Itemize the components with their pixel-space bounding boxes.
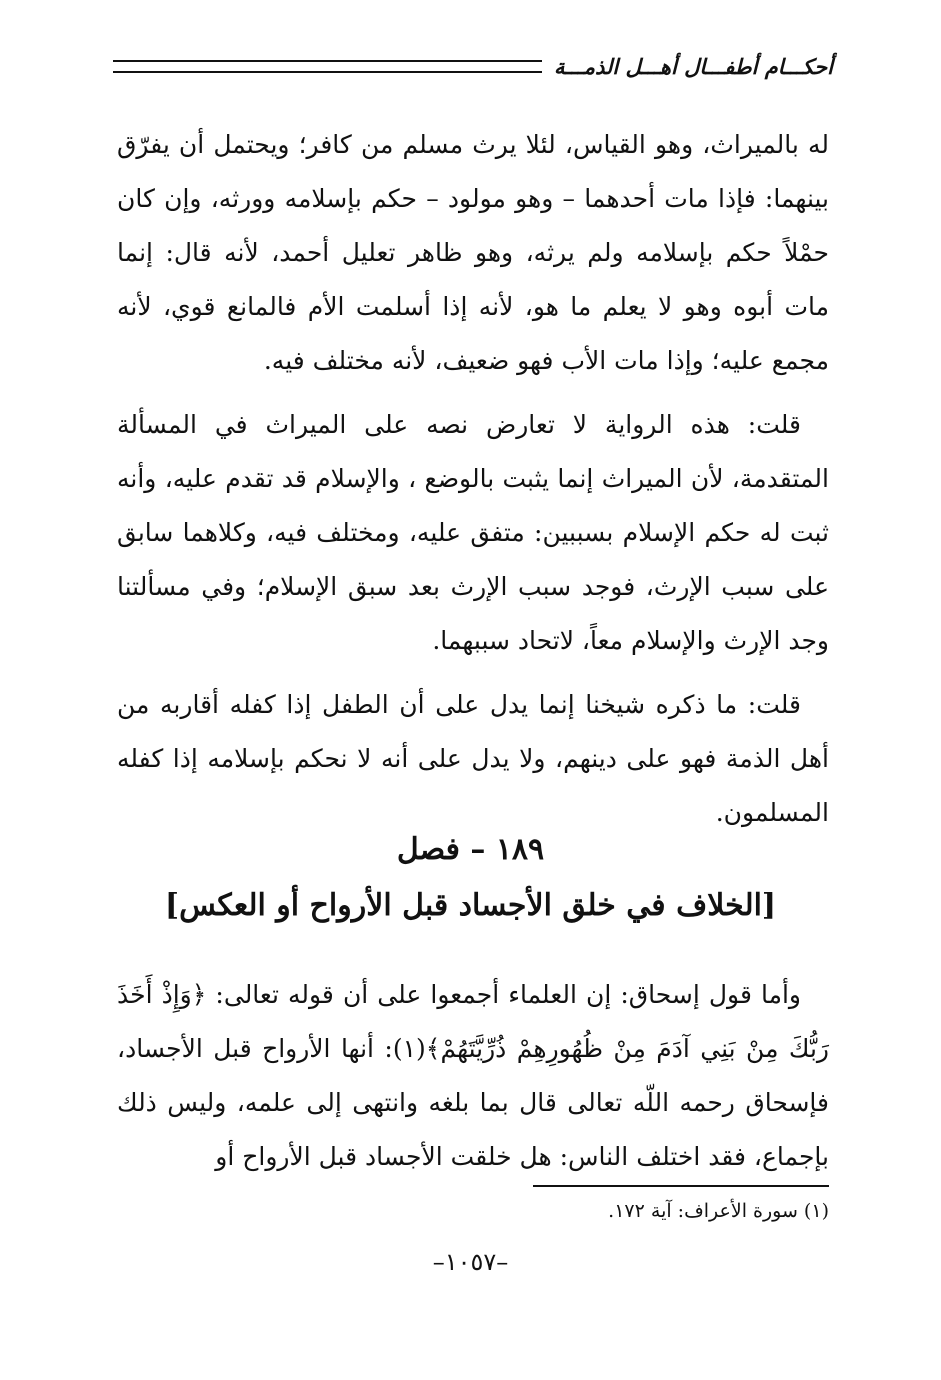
section-paragraph: وأما قول إسحاق: إن العلماء أجمعوا على أن قوله تعالى: ﴿وَإِذْ أَخَذَ رَبُّكَ مِنْ بَنِي آدَمَ مِنْ ظُهُورِهِمْ ذُرِّيَّتَهُمْ﴾(١): أنها الأرواح قبل الأجساد، فإسحاق رحمه اللّه تعالى قال بما بلغه وانتهى إلى علمه، وليس ذلك بإجماع، فقد اختلف الناس: هل خلقت الأجساد قبل الأرواح أو <box>117 980 829 1171</box>
paragraph-1: له بالميراث، وهو القياس، لئلا يرث مسلم من كافر؛ ويحتمل أن يفرّق بينهما: فإذا مات أحدهما – وهو مولود – حكم بإسلامه وورثه، وإن كان حمْلاً حكم بإسلامه ولم يرثه، وهو ظاهر تعليل أحمد، لأنه قال: إنما مات أبوه وهو لا يعلم ما هو، لأنه إذا أسلمت الأم فالمانع قوي، لأنه مجمع عليه؛ وإذا مات الأب فهو ضعيف، لأنه مختلف فيه. <box>117 130 830 375</box>
section-title: [الخلاف في خلق الأجساد قبل الأرواح أو العكس] <box>164 888 777 923</box>
section-number: ١٨٩ – فصل <box>396 832 545 867</box>
footnote: (١) سورة الأعراف: آية ١٧٢. <box>608 1200 829 1222</box>
section-body <box>117 968 829 1194</box>
paragraph-2: قلت: هذه الرواية لا تعارض نصه على الميراث في المسألة المتقدمة، لأن الميراث إنما يثبت بالوضع ، والإسلام قد تقدم عليه، وأنه ثبت له حكم الإسلام بسببين: متفق عليه، ومختلف فيه، وكلاهما سابق على سبب الإرث، فوجد سبب الإرث بعد سبق الإسلام؛ وفي مسألتنا وجد الإرث والإسلام معاً، لاتحاد سببهما. <box>117 410 829 655</box>
footnote-separator <box>533 1185 829 1187</box>
running-header <box>113 48 833 84</box>
paragraph-3: قلت: ما ذكره شيخنا إنما يدل على أن الطفل إذا كفله أقاربه من أهل الذمة فهو على دينهم، ولا يدل على أنه لا نحكم بإسلامه إذا كفله المسلمون. <box>117 690 829 827</box>
header-double-rule <box>113 60 542 73</box>
main-text <box>117 118 829 850</box>
page-number: –١٠٥٧– <box>432 1248 509 1276</box>
running-title: أحكـــام أطفـــال أهـــل الذمـــة <box>554 53 833 79</box>
